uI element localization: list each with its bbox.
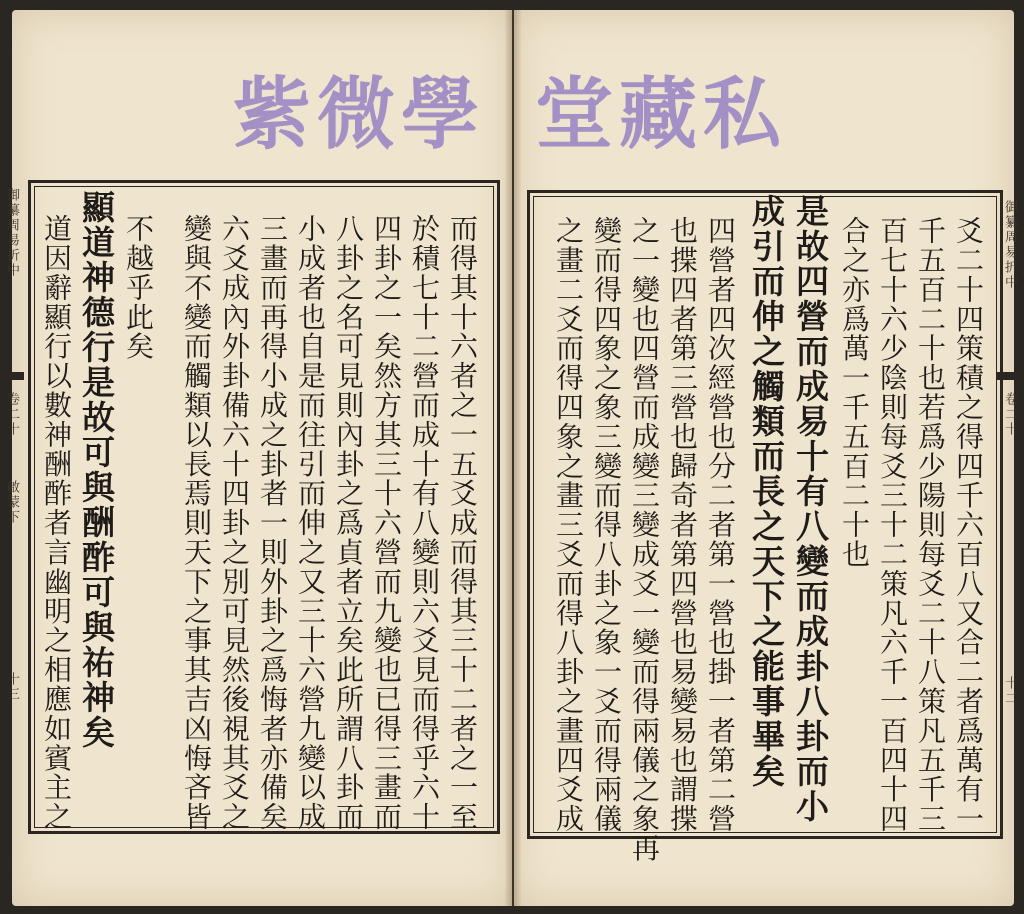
right-margin-chapter: 卷二十 xyxy=(1002,392,1017,437)
left-margin-page-number: 十三 xyxy=(4,672,19,702)
right-column-8: 也揲四者第三營也歸奇者第四營也易變易也謂揲 xyxy=(666,216,699,834)
left-column-8: 變與不變而觸類以長焉則天下之事其吉凶悔吝皆 xyxy=(180,214,213,832)
right-column-7: 四營者四次經營也分二者第一營也掛一者第二營 xyxy=(704,216,737,834)
left-column-2: 於積七十二營而成十有八變則六爻見而得乎六十 xyxy=(408,214,441,832)
left-column-7: 六爻成內外卦備六十四卦之別可見然後視其爻之 xyxy=(218,214,251,832)
left-column-3: 四卦之一矣然方其三十六營而九變也已得三畫而 xyxy=(370,214,403,832)
left-column-9: 不越乎此矣 xyxy=(122,214,155,361)
right-fishtail-mark xyxy=(996,372,1018,380)
left-margin-title: 御纂周易折中 xyxy=(4,188,19,278)
right-column-1: 爻二十四策積之得四千六百八又合二者爲萬有一 xyxy=(952,216,985,834)
right-column-5-main-text: 是故四營而成易十有八變而成卦八卦而小 xyxy=(791,194,830,824)
left-fishtail-mark xyxy=(2,372,24,380)
stamp-text-right: 堂藏私 xyxy=(535,69,788,160)
left-margin-chapter: 卷二十 xyxy=(4,392,19,437)
right-column-2: 千五百二十也若爲少陽則每爻二十八策凡五千三 xyxy=(914,216,947,834)
right-column-4: 合之亦爲萬一千五百二十也 xyxy=(838,216,871,569)
left-column-5: 小成者也自是而往引而伸之又三十六營九變以成 xyxy=(294,214,327,832)
left-column-6: 三畫而再得小成之卦者一則外卦之爲悔者亦備矣 xyxy=(256,214,289,832)
right-column-11: 之畫二爻而得四象之畫三爻而得八卦之畫四爻成 xyxy=(552,216,585,834)
right-column-10: 變而得四象之象三變而得八卦之象一爻而得兩儀 xyxy=(590,216,623,834)
left-column-11: 道因辭顯行以數神酬酢者言幽明之相應如賓主之 xyxy=(40,214,73,832)
right-column-3: 百七十六少陰則每爻三十二策凡六千一百四十四 xyxy=(876,216,909,834)
right-column-6-main-text: 成引而伸之觸類而長之天下之能事畢矣 xyxy=(747,194,786,789)
left-column-4: 八卦之名可見則內卦之爲貞者立矣此所謂八卦而 xyxy=(332,214,365,832)
right-column-9: 之一變也四營而成變三變成爻一變而得兩儀之象再 xyxy=(628,216,661,863)
right-margin-title: 御纂周易折中 xyxy=(1002,200,1017,290)
right-margin-page-number: 十二 xyxy=(1002,676,1017,706)
left-margin-section: 啟蒙下 xyxy=(4,480,19,525)
left-column-1: 而得其十六者之一五爻成而得其三十二者之一至 xyxy=(446,214,479,832)
stamp-text-left: 紫微學 xyxy=(232,69,485,160)
collector-stamp xyxy=(210,58,810,158)
left-column-10-main-text: 顯道神德行是故可與酬酢可與祐神矣 xyxy=(77,190,116,750)
